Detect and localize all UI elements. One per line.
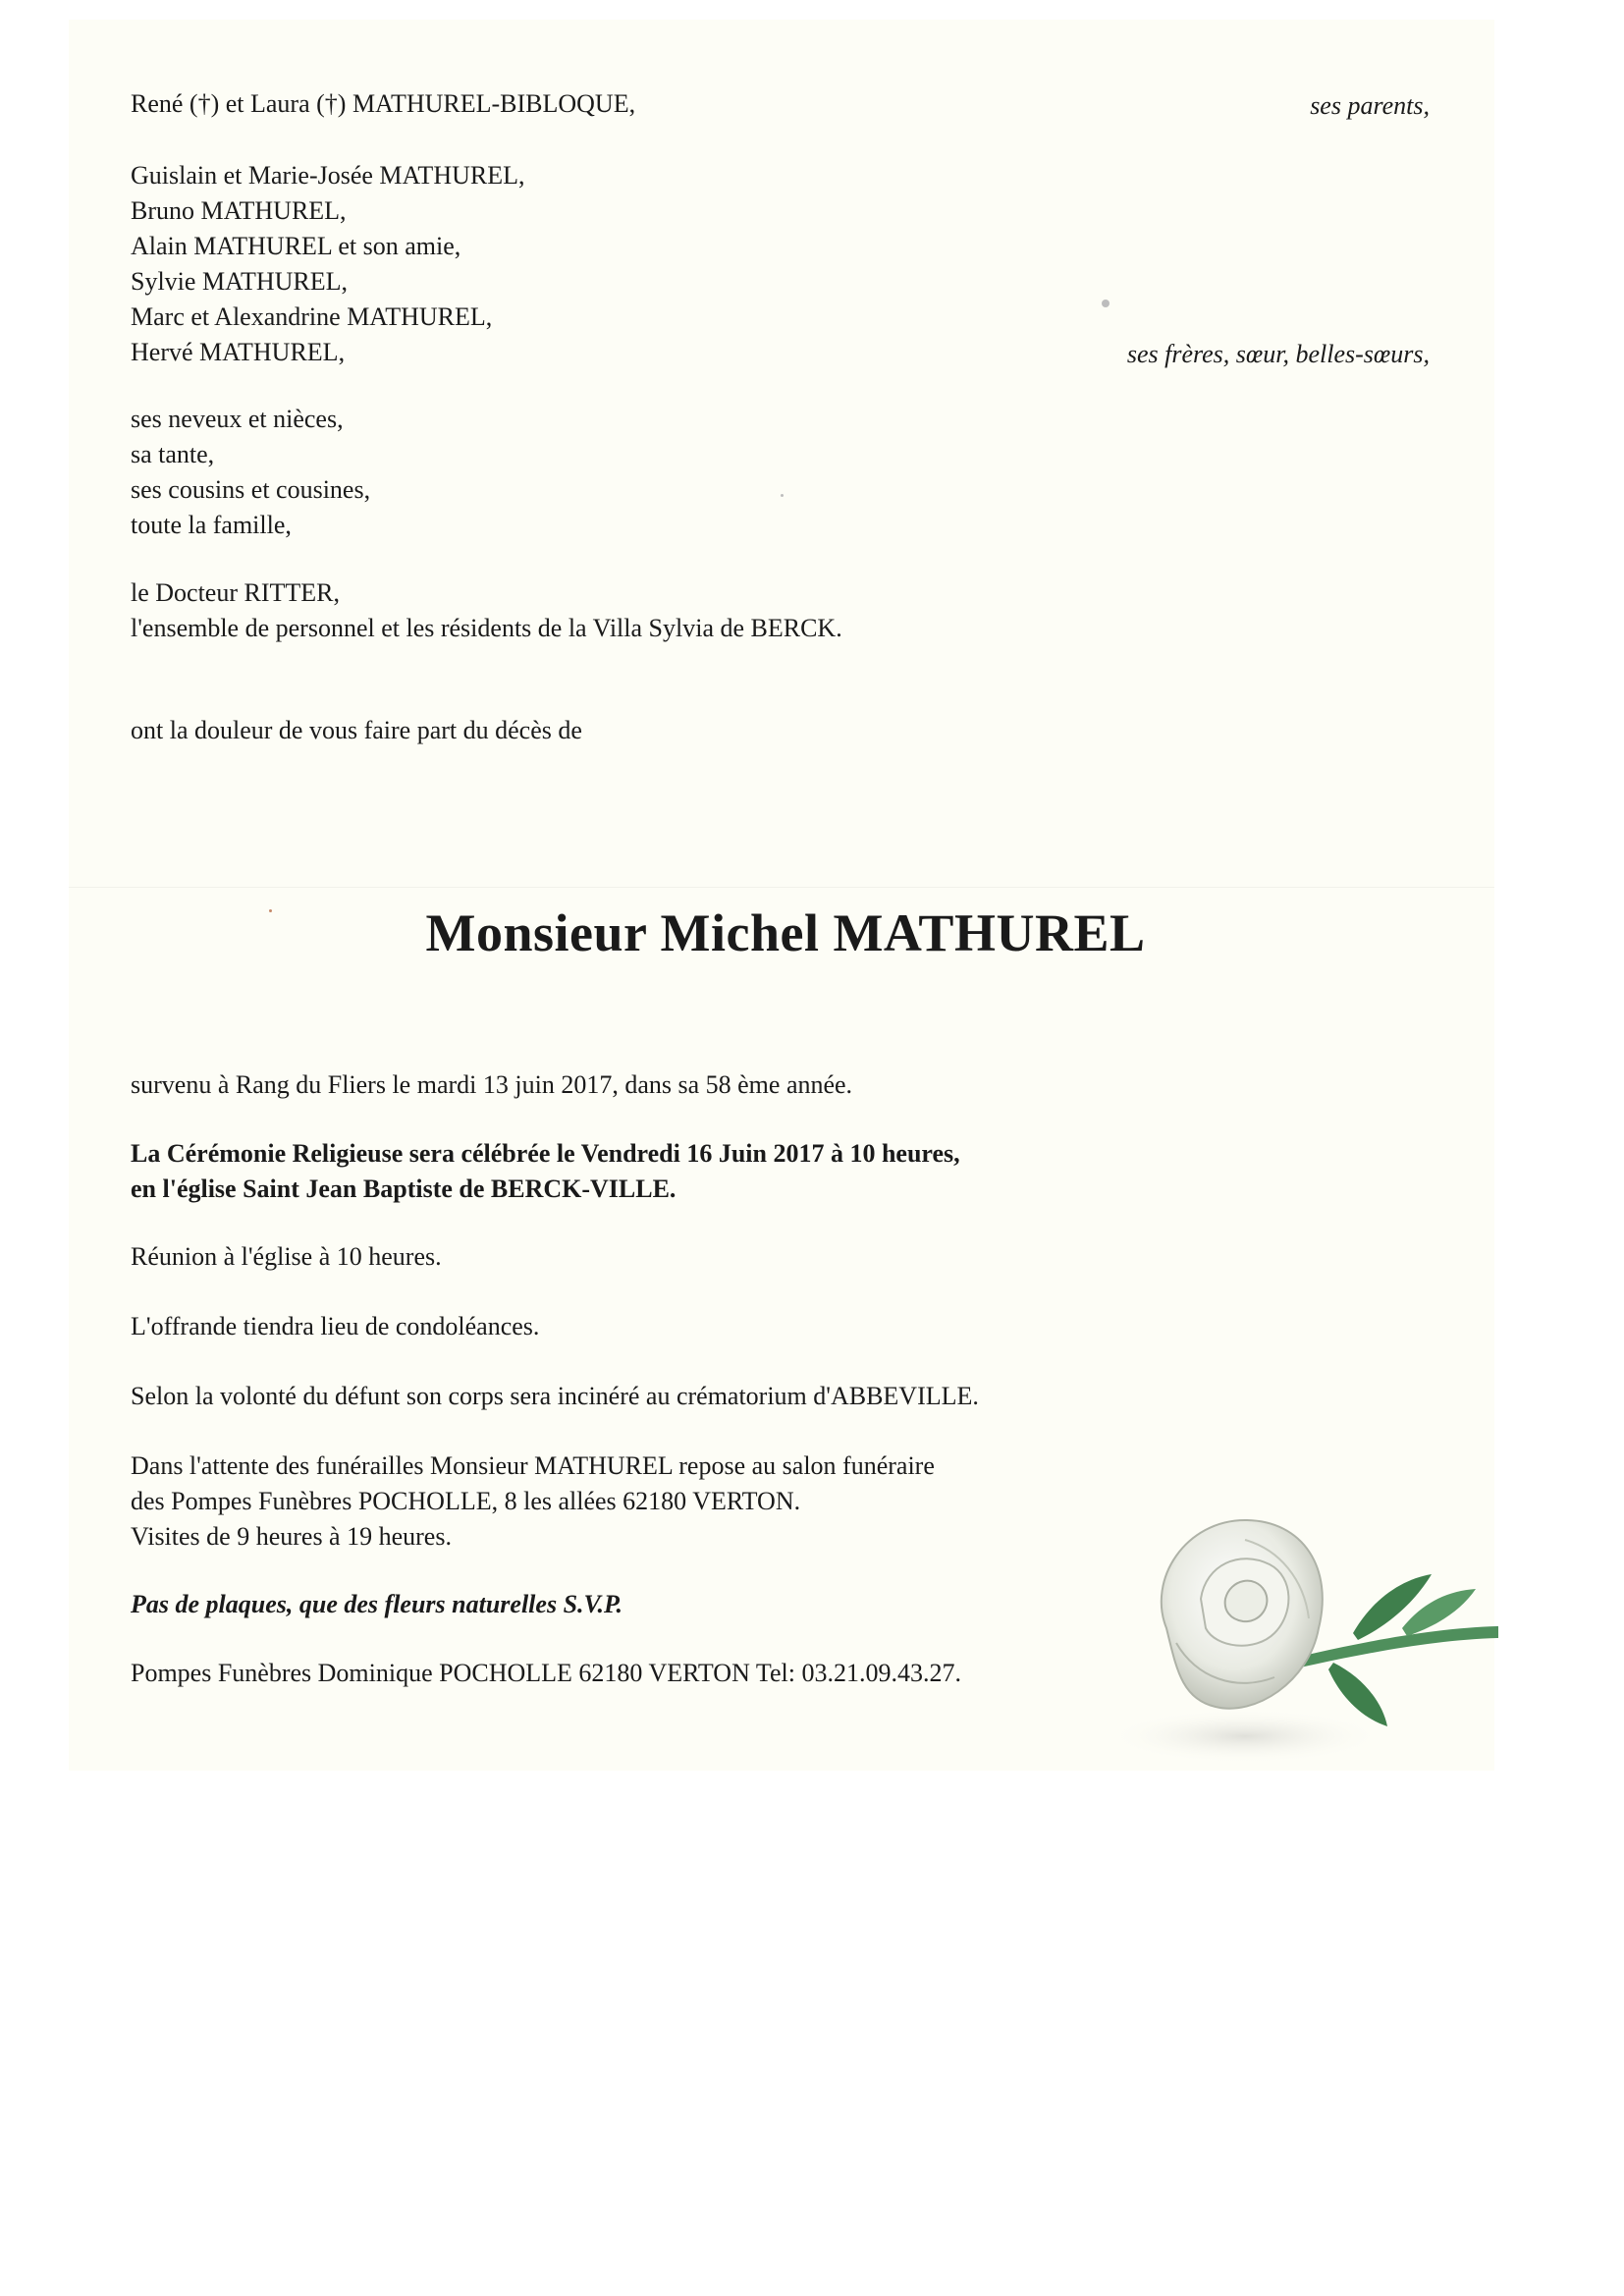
fold-line [69, 887, 1494, 888]
sibling-line: Guislain et Marie-Josée MATHUREL, [131, 161, 525, 190]
rest-line: Visites de 9 heures à 19 heures. [131, 1522, 452, 1551]
ceremony-line: La Cérémonie Religieuse sera célébrée le Vendredi 16 Juin 2017 à 10 heures, [131, 1139, 960, 1168]
scan-speck [269, 909, 272, 912]
sibling-line: Bruno MATHUREL, [131, 196, 347, 225]
parents-line: René (†) et Laura (†) MATHUREL-BIBLOQUE, [131, 89, 636, 118]
parents-label: ses parents, [1310, 91, 1430, 120]
care-line: le Docteur RITTER, [131, 578, 340, 607]
ceremony-line: en l'église Saint Jean Baptiste de BERCK-VILLE. [131, 1175, 677, 1203]
offering-line: L'offrande tiendra lieu de condoléances. [131, 1312, 540, 1340]
flowers-note: Pas de plaques, que des fleurs naturelles S.V.P. [131, 1590, 623, 1618]
rose-icon [1108, 1481, 1500, 1776]
family-line: toute la famille, [131, 511, 292, 539]
deceased-name: Monsieur Michel MATHUREL [425, 903, 1146, 962]
family-line: ses cousins et cousines, [131, 475, 371, 504]
siblings-label: ses frères, sœur, belles-sœurs, [1126, 340, 1430, 368]
care-line: l'ensemble de personnel et les résidents de la Villa Sylvia de BERCK. [131, 614, 842, 642]
announcement-line: ont la douleur de vous faire part du décès de [131, 716, 582, 744]
rest-line: des Pompes Funèbres POCHOLLE, 8 les allées 62180 VERTON. [131, 1487, 801, 1515]
rest-line: Dans l'attente des funérailles Monsieur MATHUREL repose au salon funéraire [131, 1451, 935, 1480]
meeting-line: Réunion à l'église à 10 heures. [131, 1242, 442, 1271]
undertaker-line: Pompes Funèbres Dominique POCHOLLE 62180 VERTON Tel: 03.21.09.43.27. [131, 1659, 961, 1687]
sibling-line: Sylvie MATHUREL, [131, 267, 348, 296]
sibling-line: Marc et Alexandrine MATHUREL, [131, 302, 493, 331]
family-line: ses neveux et nièces, [131, 405, 344, 433]
scan-speck [781, 494, 784, 497]
death-line: survenu à Rang du Fliers le mardi 13 juin 2017, dans sa 58 ème année. [131, 1070, 853, 1099]
family-line: sa tante, [131, 440, 215, 468]
sibling-line: Alain MATHUREL et son amie, [131, 232, 461, 260]
scan-speck [1102, 300, 1110, 307]
sibling-line: Hervé MATHUREL, [131, 338, 346, 366]
cremation-line: Selon la volonté du défunt son corps sera incinéré au crématorium d'ABBEVILLE. [131, 1382, 979, 1410]
